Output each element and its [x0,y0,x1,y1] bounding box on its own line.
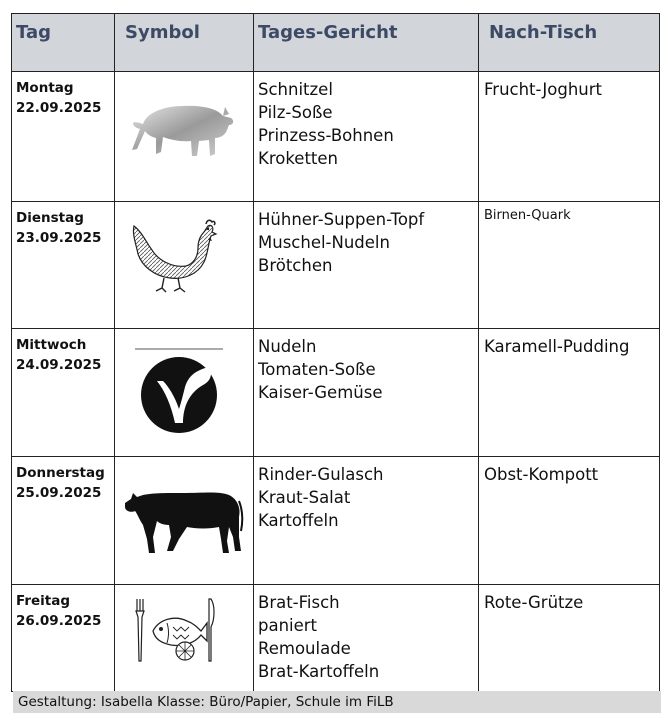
menu-table [11,13,660,692]
cow-icon [123,481,247,561]
dish-item: Schnitzel [258,80,333,99]
footer-credit: Gestaltung: Isabella Klasse: Büro/Papier, Schule im FiLB [13,691,661,713]
symbol-cell [115,585,254,692]
header-row [12,14,660,72]
dish-cell [254,72,479,202]
dish-item: Kroketten [258,149,339,168]
symbol-cell [115,202,254,329]
dish-item: Rinder-Gulasch [258,465,384,484]
dish-cell [254,202,479,329]
symbol-cell [115,457,254,585]
dish-cell [254,457,479,585]
dish-item: Prinzess-Bohnen [258,126,394,145]
chicken-icon [128,216,218,296]
table-row [12,457,660,585]
table-row [12,202,660,329]
table-row [12,585,660,692]
vegetarian-icon [135,343,225,435]
symbol-cell [115,72,254,202]
day-date: 23.09.2025 [16,230,102,246]
day-date: 26.09.2025 [16,613,102,629]
dish-cell [254,585,479,692]
dessert-item: Rote-Grütze [484,593,584,612]
dessert-item: Obst-Kompott [484,465,599,484]
dish-cell [254,329,479,457]
header-tag: Tag [12,14,115,72]
day-name: Freitag [16,593,71,609]
day-date: 22.09.2025 [16,100,102,116]
day-name: Mittwoch [16,337,87,353]
dish-item: Brat-Kartoffeln [258,662,380,681]
day-cell [12,72,115,202]
day-name: Montag [16,80,74,96]
dessert-item: Karamell-Pudding [484,337,630,356]
dish-item: Tomaten-Soße [258,360,376,379]
dessert-cell [479,202,660,329]
dessert-cell [479,585,660,692]
fish-icon [131,597,221,665]
dish-item: Brat-Fisch [258,593,340,612]
header-gericht: Tages-Gericht [254,14,479,72]
day-name: Donnerstag [16,465,105,481]
dish-item: Remoulade [258,639,351,658]
dish-item: paniert [258,616,318,635]
day-cell [12,202,115,329]
dish-item: Pilz-Soße [258,103,333,122]
day-name: Dienstag [16,210,84,226]
dish-item: Kaiser-Gemüse [258,383,383,402]
day-date: 25.09.2025 [16,485,102,501]
dish-item: Kraut-Salat [258,488,351,507]
day-cell [12,585,115,692]
table-row [12,72,660,202]
pig-icon [125,94,237,164]
dish-item: Hühner-Suppen-Topf [258,210,425,229]
dessert-item: Frucht-Joghurt [484,80,603,99]
dish-item: Muschel-Nudeln [258,233,390,252]
day-date: 24.09.2025 [16,357,102,373]
dessert-item: Birnen-Quark [484,208,571,223]
day-cell [12,329,115,457]
header-symbol: Symbol [115,14,254,72]
dessert-cell [479,72,660,202]
dish-item: Kartoffeln [258,511,339,530]
dessert-cell [479,329,660,457]
dish-item: Nudeln [258,337,317,356]
header-nachtisch: Nach-Tisch [479,14,660,72]
dessert-cell [479,457,660,585]
symbol-cell [115,329,254,457]
table-row [12,329,660,457]
dish-item: Brötchen [258,256,333,275]
day-cell [12,457,115,585]
